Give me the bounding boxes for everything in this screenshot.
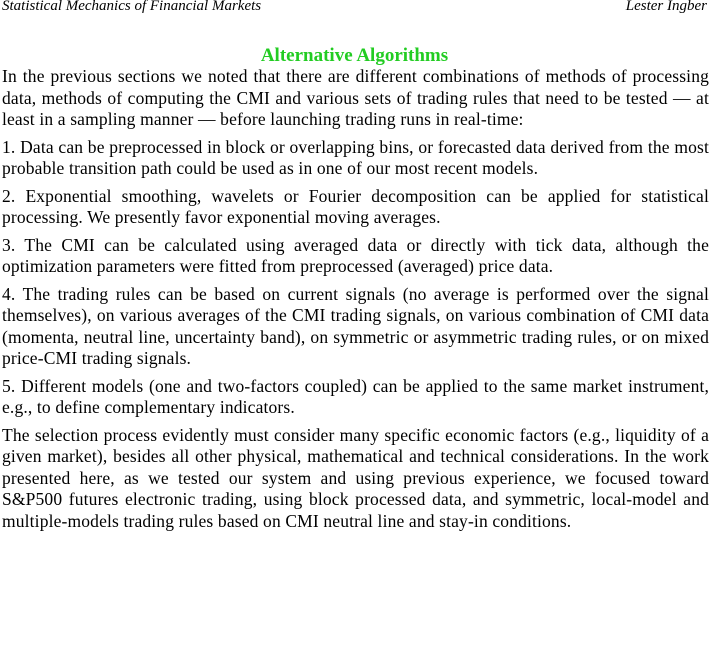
list-item-text: Exponential smoothing, wavelets or Fourier decomposition can be applied for statistical processing. We presently favor exponential moving averages. <box>2 185 709 227</box>
list-item-number: 5. <box>2 375 16 396</box>
list-item <box>2 137 709 180</box>
intro-paragraph: In the previous sections we noted that there are different combinations of methods of processing data, methods of computing the CMI and various sets of trading rules that need to be tested — at least in a sampling manner — before launching trading runs in real-time: <box>2 66 709 129</box>
list-item <box>2 376 709 419</box>
running-header <box>0 0 709 16</box>
list-item <box>2 186 709 229</box>
list-item-number: 2. <box>2 185 16 206</box>
list-item-number: 4. <box>2 283 16 304</box>
body-text <box>2 66 709 532</box>
section-title: Alternative Algorithms <box>260 45 449 66</box>
list-item-text: Different models (one and two-factors coupled) can be applied to the same market instrument, e.g., to define complementary indicators. <box>2 375 709 417</box>
list-item-text: Data can be preprocessed in block or overlapping bins, or forecasted data derived from the most probable transition path could be used as in one of our most recent models. <box>2 136 709 178</box>
list-item-number: 3. <box>2 234 16 255</box>
header-paper-title: Statistical Mechanics of Financial Markets <box>2 0 262 14</box>
header-author: Lester Ingber <box>625 0 707 14</box>
list-item-text: The CMI can be calculated using averaged data or directly with tick data, although the optimization parameters were fitted from preprocessed (averaged) price data. <box>2 234 709 276</box>
list-item-number: 1. <box>2 136 16 157</box>
list-item-text: The trading rules can be based on current signals (no average is performed over the signal themselves), on various averages of the CMI trading signals, on various combination of CMI data (momenta, neutral line, uncertainty band), on symmetric or asymmetric trading rules, or on mixed price-CMI trading signals. <box>2 283 709 368</box>
conclusion-paragraph: The selection process evidently must consider many specific economic factors (e.g., liquidity of a given market), besides all other physical, mathematical and technical considerations. In the work presented here, as we tested our system and using previous experience, we focused toward S&P500 futures electronic trading, using block processed data, and symmetric, local-model and multiple-models trading rules based on CMI neutral line and stay-in conditions. <box>2 424 709 531</box>
list-item <box>2 235 709 278</box>
list-item <box>2 284 709 370</box>
